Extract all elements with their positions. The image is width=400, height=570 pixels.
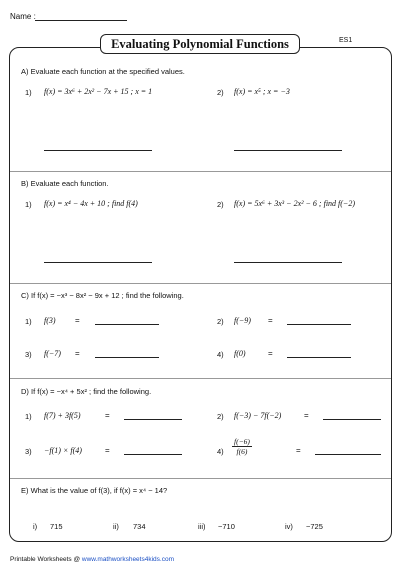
worksheet-title: Evaluating Polynomial Functions [100,34,300,54]
section-b-answer-line-1[interactable] [44,262,152,263]
option-i-label: i) [33,522,38,531]
section-a-problem-2: f(x) = x⁵ ; x = −3 [234,87,290,96]
section-d-item-4-number: 4) [217,447,224,456]
footer [10,556,174,563]
option-iii-label: iii) [198,522,206,531]
name-input-line[interactable] [35,20,127,21]
section-c-item-2-number: 2) [217,317,224,326]
section-d-item-1-number: 1) [25,412,32,421]
section-c-item-1-expr: f(3) [44,316,56,325]
section-e-instruction: E) What is the value of f(3), if f(x) = x⁴ − 14? [21,486,168,495]
section-c-answer-line-2[interactable] [287,324,351,325]
section-c-item-4-expr: f(0) [234,349,246,358]
section-b-problem-1-number: 1) [25,200,32,209]
section-b-problem-1: f(x) = x⁴ − 4x + 10 ; find f(4) [44,199,138,208]
section-c-item-1-number: 1) [25,317,32,326]
section-a-answer-line-2[interactable] [234,150,342,151]
section-d-item-3-number: 3) [25,447,32,456]
section-c-item-3-expr: f(−7) [44,349,61,358]
section-c-item-4-number: 4) [217,350,224,359]
section-c-answer-line-4[interactable] [287,357,351,358]
equals-sign: = [268,316,273,325]
section-c-answer-line-3[interactable] [95,357,159,358]
worksheet-code: ES1 [339,37,353,44]
divider [10,478,391,479]
section-b-problem-2: f(x) = 5x⁶ + 3x³ − 2x² − 6 ; find f(−2) [234,199,355,208]
section-a-problem-2-number: 2) [217,88,224,97]
section-d-answer-line-1[interactable] [124,419,182,420]
section-c-item-3-number: 3) [25,350,32,359]
section-a-instruction: A) Evaluate each function at the specified values. [21,67,185,76]
section-b-instruction: B) Evaluate each function. [21,179,109,188]
section-c-instruction: C) If f(x) = −x³ − 8x² − 9x + 12 ; find the following. [21,291,184,300]
section-d-item-2-number: 2) [217,412,224,421]
equals-sign: = [268,349,273,358]
section-d-item-1-expr: f(7) + 3f(5) [44,411,81,420]
section-b-answer-line-2[interactable] [234,262,342,263]
option-ii-value[interactable]: 734 [133,522,146,531]
option-iv-label: iv) [285,522,293,531]
option-iv-value[interactable]: −725 [306,522,323,531]
fraction-denominator: f(6) [236,447,248,456]
equals-sign: = [304,411,309,420]
equals-sign: = [105,411,110,420]
option-ii-label: ii) [113,522,119,531]
equals-sign: = [296,446,301,455]
option-i-value[interactable]: 715 [50,522,63,531]
footer-url-link[interactable]: www.mathworksheets4kids.com [81,556,174,563]
divider [10,283,391,284]
footer-prefix: Printable Worksheets @ [10,556,82,563]
section-d-item-2-expr: f(−3) − 7f(−2) [234,411,282,420]
section-c-item-2-expr: f(−9) [234,316,251,325]
section-d-instruction: D) If f(x) = −x⁴ + 5x² ; find the following. [21,387,152,396]
equals-sign: = [105,446,110,455]
section-a-answer-line-1[interactable] [44,150,152,151]
name-label: Name : [10,12,36,21]
divider [10,171,391,172]
section-d-item-3-expr: −f(1) × f(4) [44,446,82,455]
equals-sign: = [75,316,80,325]
option-iii-value[interactable]: −710 [218,522,235,531]
section-b-problem-2-number: 2) [217,200,224,209]
equals-sign: = [75,349,80,358]
section-d-item-4-fraction [232,437,252,456]
section-a-problem-1: f(x) = 3x⁶ + 2x² − 7x + 15 ; x = 1 [44,87,153,96]
section-d-answer-line-4[interactable] [315,454,381,455]
section-d-answer-line-3[interactable] [124,454,182,455]
section-d-answer-line-2[interactable] [323,419,381,420]
section-a-problem-1-number: 1) [25,88,32,97]
divider [10,378,391,379]
section-c-answer-line-1[interactable] [95,324,159,325]
fraction-numerator: f(−6) [234,437,250,446]
